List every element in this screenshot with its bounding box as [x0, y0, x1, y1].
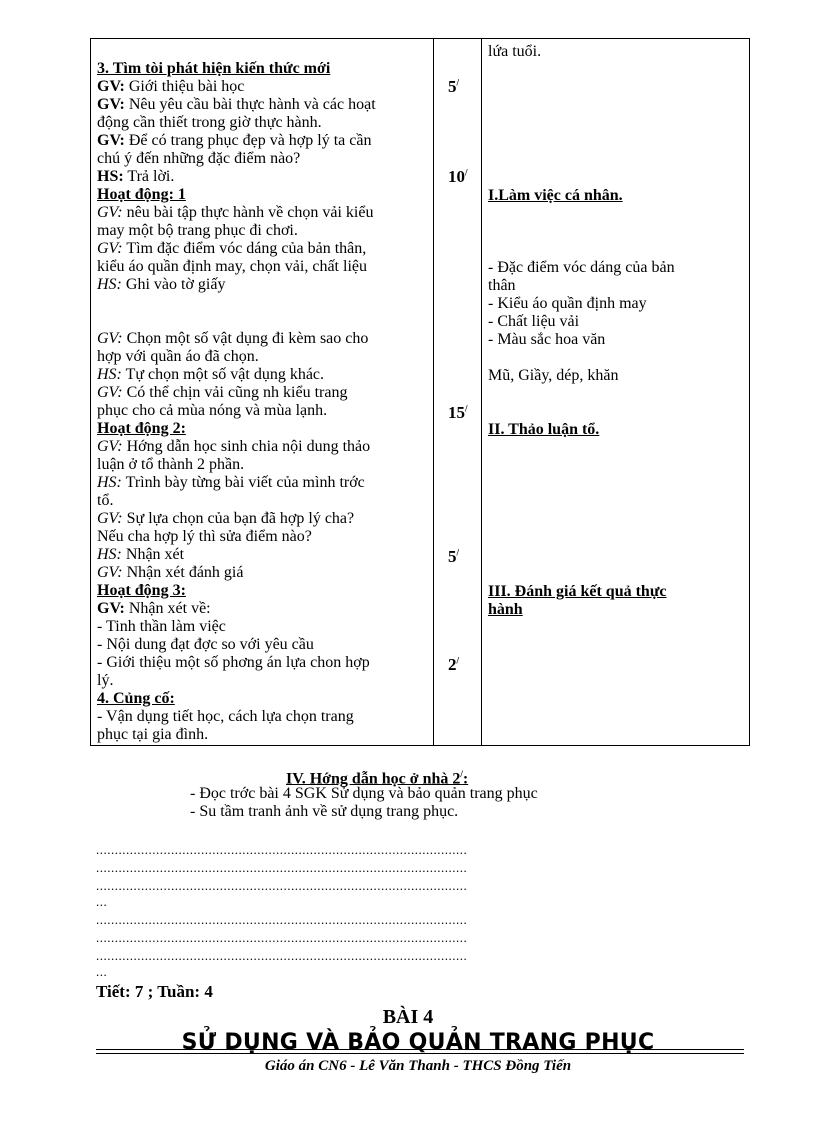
activity-line: phục tại gia đình.: [97, 726, 209, 743]
activity-line: HS: Nhận xét: [97, 546, 185, 563]
activity-line: GV: nêu bài tập thực hành về chọn vải kiểu: [97, 204, 374, 221]
activity-line: GV: Hớng dẫn học sinh chia nội dung thảo: [97, 438, 371, 455]
speaker-label: GV:: [97, 132, 125, 149]
speaker-label: GV:: [97, 510, 123, 527]
activity-line: GV: Giới thiệu bài học: [97, 78, 245, 95]
activity-line: tổ.: [97, 492, 114, 509]
activity-line: GV: Chọn một số vật dụng đi kèm sao cho: [97, 330, 369, 347]
lesson-period: Tiết: 7 ; Tuần: 4: [96, 982, 213, 1001]
lesson-number: BÀI 4: [382, 1006, 434, 1028]
activity-line: kiểu áo quần định may, chọn vải, chất liệu: [97, 258, 367, 275]
speaker-label: HS:: [97, 366, 122, 383]
activity-line: HS: Trả lời.: [97, 168, 175, 185]
content-heading: III. Đánh giá kết quả thực: [488, 583, 667, 600]
activity-line: GV: Nhận xét về:: [97, 600, 211, 617]
activity-line: GV: Có thể chịn vải cũng nh kiểu trang: [97, 384, 348, 401]
activity-line: động cần thiết trong giờ thực hành.: [97, 114, 322, 131]
homework-heading: IV. Hớng dẫn học ở nhà 2/:: [286, 769, 469, 788]
speaker-label: GV:: [97, 438, 123, 455]
page-footer: Giáo án CN6 - Lê Văn Thanh - THCS Đồng Tiến: [264, 1058, 572, 1074]
time-value: 15/: [448, 403, 468, 422]
content-heading: hành: [488, 601, 523, 618]
activity-line: HS: Trình bày từng bài viết của mình trớc: [97, 474, 365, 491]
speaker-label: GV:: [97, 564, 123, 581]
activity-line: phục cho cả mùa nóng và mùa lạnh.: [97, 402, 328, 419]
content-line: Mũ, Giầy, dép, khăn: [488, 367, 619, 384]
activity-line: HS: Ghi vào tờ giấy: [97, 276, 226, 293]
homework-item: - Su tầm tranh ảnh về sử dụng trang phục.: [190, 803, 459, 820]
time-value: 5/: [448, 77, 460, 96]
speaker-label: GV:: [97, 78, 125, 95]
speaker-label: GV:: [97, 204, 123, 221]
title-rule: [96, 1053, 744, 1054]
speaker-label: GV:: [97, 240, 123, 257]
activity-line: may một bộ trang phục đi chơi.: [97, 222, 298, 239]
dotted-line: ...................................................................................................: [96, 860, 468, 875]
dotted-line: ...................................................................................................: [96, 912, 468, 927]
dotted-line: ...: [96, 964, 108, 979]
content-line: - Kiểu áo quần định may: [488, 295, 647, 312]
activity-line: HS: Tự chọn một số vật dụng khác.: [97, 366, 325, 383]
activity-line: - Nội dung đạt đợc so với yêu cầu: [97, 636, 314, 653]
content-line: thân: [488, 277, 516, 294]
activity-line: GV: Tìm đặc điểm vóc dáng của bản thân,: [97, 240, 367, 257]
time-value: 5/: [448, 547, 460, 566]
section-heading: 3. Tìm tòi phát hiện kiến thức mới: [97, 60, 331, 77]
dotted-line: ...................................................................................................: [96, 842, 468, 857]
activity-line: GV: Nêu yêu cầu bài thực hành và các hoạt: [97, 96, 376, 113]
activity-line: - Giới thiệu một số phơng án lựa chon hợp: [97, 654, 370, 671]
content-line: - Đặc điểm vóc dáng của bản: [488, 259, 675, 276]
speaker-label: GV:: [97, 384, 123, 401]
content-column: [482, 39, 750, 746]
content-heading: II. Thảo luận tổ.: [488, 421, 600, 438]
dotted-line: ...................................................................................................: [96, 930, 468, 945]
speaker-label: HS:: [97, 168, 124, 185]
content-line: - Chất liệu vải: [488, 313, 580, 330]
time-column: [434, 39, 482, 746]
activity-line: Nếu cha hợp lý thì sửa điểm nào?: [97, 528, 312, 545]
dotted-line: ...................................................................................................: [96, 878, 468, 893]
title-rule: [96, 1049, 744, 1050]
section-heading: 4. Củng cố:: [97, 690, 175, 707]
content-heading: I.Làm việc cá nhân.: [488, 187, 623, 204]
speaker-label: HS:: [97, 276, 122, 293]
activity-line: GV: Sự lựa chọn của bạn đã hợp lý cha?: [97, 510, 355, 527]
speaker-label: GV:: [97, 600, 125, 617]
time-value: 2/: [448, 655, 460, 674]
activity-heading: Hoạt động 3:: [97, 582, 186, 599]
lesson-table: [90, 38, 750, 746]
activities-column: [91, 39, 434, 746]
time-value: 10/: [448, 167, 468, 186]
homework-item: - Đọc trớc bài 4 SGK Sử dụng và bảo quản trang phục: [190, 785, 538, 802]
activity-line: - Vận dụng tiết học, cách lựa chọn trang: [97, 708, 354, 725]
content-line: - Màu sắc hoa văn: [488, 331, 606, 348]
activity-line: luận ở tổ thành 2 phần.: [97, 456, 245, 473]
activity-line: GV: Nhận xét đánh giá: [97, 564, 244, 581]
speaker-label: GV:: [97, 330, 123, 347]
speaker-label: HS:: [97, 474, 122, 491]
activity-line: GV: Để có trang phục đẹp và hợp lý ta cần: [97, 132, 372, 149]
dotted-line: ...: [96, 894, 108, 909]
activity-heading: Hoạt động 2:: [97, 420, 186, 437]
activity-line: hợp với quần áo đã chọn.: [97, 348, 259, 365]
activity-line: lý.: [97, 672, 114, 689]
speaker-label: HS:: [97, 546, 122, 563]
speaker-label: GV:: [97, 96, 125, 113]
content-line: lứa tuổi.: [488, 43, 542, 60]
activity-line: chú ý đến những đặc điểm nào?: [97, 150, 301, 167]
activity-heading: Hoạt động: 1: [97, 186, 186, 203]
dotted-line: ...................................................................................................: [96, 948, 468, 963]
activity-line: - Tinh thần làm việc: [97, 618, 226, 635]
lesson-title: SỬ DỤNG VÀ BẢO QUẢN TRANG PHỤC: [181, 1030, 655, 1055]
